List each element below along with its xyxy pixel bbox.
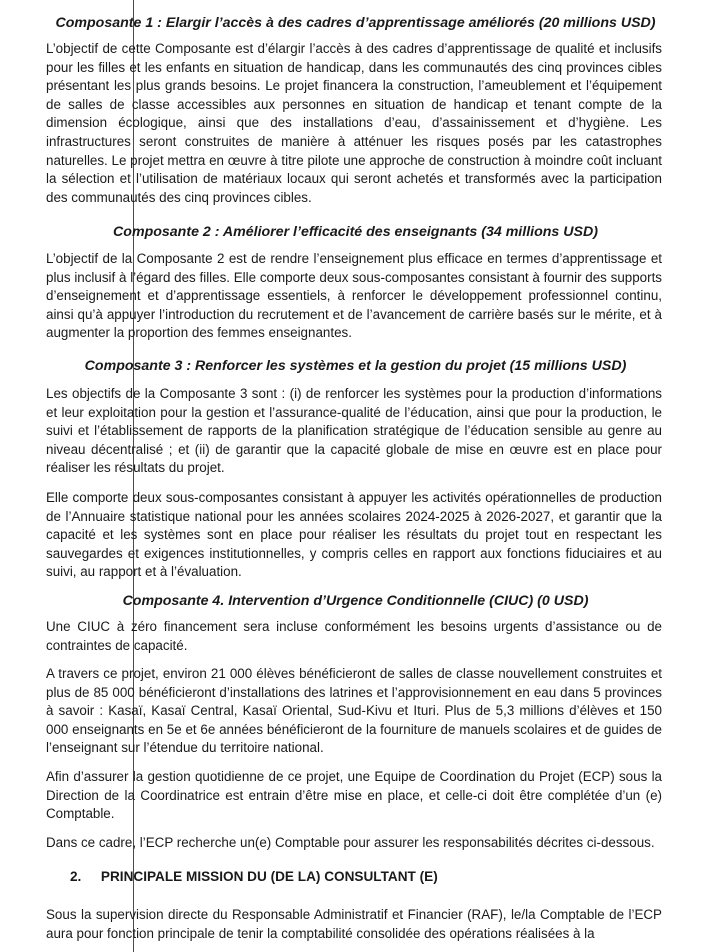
component-3-paragraph-2: Elle comporte deux sous-composantes consistant à appuyer les activités opérationnelles de production de l’Annuaire statistique national pour les années scolaires 2024-2025 à 2026-2027, et garantir que la capacité et les systèmes sont en place pour réaliser les résultats du projet tout en respectant les sauvegardes et exigences institutionnelles, y compris celles en rapport aux fonctions fiduciaires et au suivi, au rapport et à l’évaluation.: [46, 490, 662, 580]
component-1-heading: Composante 1 : Elargir l’accès à des cadres d’apprentissage améliorés (20 millions USD): [55, 15, 656, 31]
component-2-heading: Composante 2 : Améliorer l’efficacité des enseignants (34 millions USD): [113, 224, 598, 240]
component-4-paragraph-4: Dans ce cadre, l’ECP recherche un(e) Comptable pour assurer les responsabilités décrites ci-dessous.: [46, 835, 655, 850]
component-2-paragraph: L’objectif de la Composante 2 est de rendre l’enseignement plus efficace en termes d’apprentissage et plus inclusif à l’égard des filles. Elle comporte deux sous-composantes consistant à fournir des supports d’enseignement et d’apprentissage essentiels, à renforcer le développement professionnel continu, ainsi qu’à appuyer l’introduction du recrutement et de l’avancement de carrière basés sur le mérite, et à augmenter la proportion des femmes enseignantes.: [46, 251, 662, 341]
component-3-heading: Composante 3 : Renforcer les systèmes et la gestion du projet (15 millions USD): [84, 358, 627, 374]
component-4-heading: Composante 4. Intervention d’Urgence Conditionnelle (CIUC) (0 USD): [122, 593, 589, 609]
section-2-number: 2.: [70, 869, 82, 884]
component-3-paragraph-1: Les objectifs de la Composante 3 sont : (i) de renforcer les systèmes pour la production d’informations et leur exploitation pour la gestion et l’assurance-qualité de l’éducation, ainsi que pour la production, le suivi et l’établissement de rapports de la planification stratégique de l’éducation sensible au genre au niveau décentralisé ; et (ii) de garantir que la capacité globale de mise en œuvre est en place pour réaliser les résultats du projet.: [46, 386, 662, 476]
component-4-paragraph-1: Une CIUC à zéro financement sera incluse conformément les besoins urgents d’assistance ou de contraintes de capacité.: [46, 619, 662, 653]
section-2-title: PRINCIPALE MISSION DU (DE LA) CONSULTANT (E): [100, 869, 438, 884]
component-4-paragraph-2: A travers ce projet, environ 21 000 élèves bénéficieront de salles de classe nouvellement construites et plus de 85 000 bénéficieront d’installations des latrines et l’approvisionnement en eau dans 5 provinces à savoir : Kasaï, Kasaï Central, Kasaï Oriental, Sud-Kivu et Ituri. Plus de 5,3 millions d’élèves et 150 000 enseignants en 5e et 6e années bénéficieront de la fourniture de manuels scolaires et de guides de l’enseignant sur l’étendue du territoire national.: [46, 666, 662, 756]
component-1-paragraph: L’objectif de cette Composante est d’élargir l’accès à des cadres d’apprentissage de qualité et inclusifs pour les filles et les enfants en situation de handicap, dans les communautés des cinq provinces cibles présentant les plus grands besoins. Le projet financera la construction, l’ameublement et l’équipement de salles de classe accessibles aux personnes en situation de handicap et tenant compte de la dimension écologique, ainsi que des installations d’eau, d’assainissement et d’hygiène. Les infrastructures seront construites de manière à atténuer les risques posés par les catastrophes naturelles. Le projet mettra en œuvre à titre pilote une approche de construction à moindre coût incluant la sélection et l’utilisation de matériaux locaux qui seront achetés et transformés avec la participation des communautés des cinq provinces cibles.: [46, 41, 662, 205]
section-2-paragraph: Sous la supervision directe du Responsable Administratif et Financier (RAF), le/la Comptable de l’ECP aura pour fonction principale de tenir la comptabilité consolidée des opérations réalisées à la: [46, 907, 662, 941]
component-4-paragraph-3: Afin d’assurer la gestion quotidienne de ce projet, une Equipe de Coordination du Projet (ECP) sous la Direction de la Coordinatrice est entrain d’être mise en place, et celle-ci doit être complétée d’un (e) Comptable.: [46, 769, 662, 822]
section-2-heading: [70, 868, 438, 886]
